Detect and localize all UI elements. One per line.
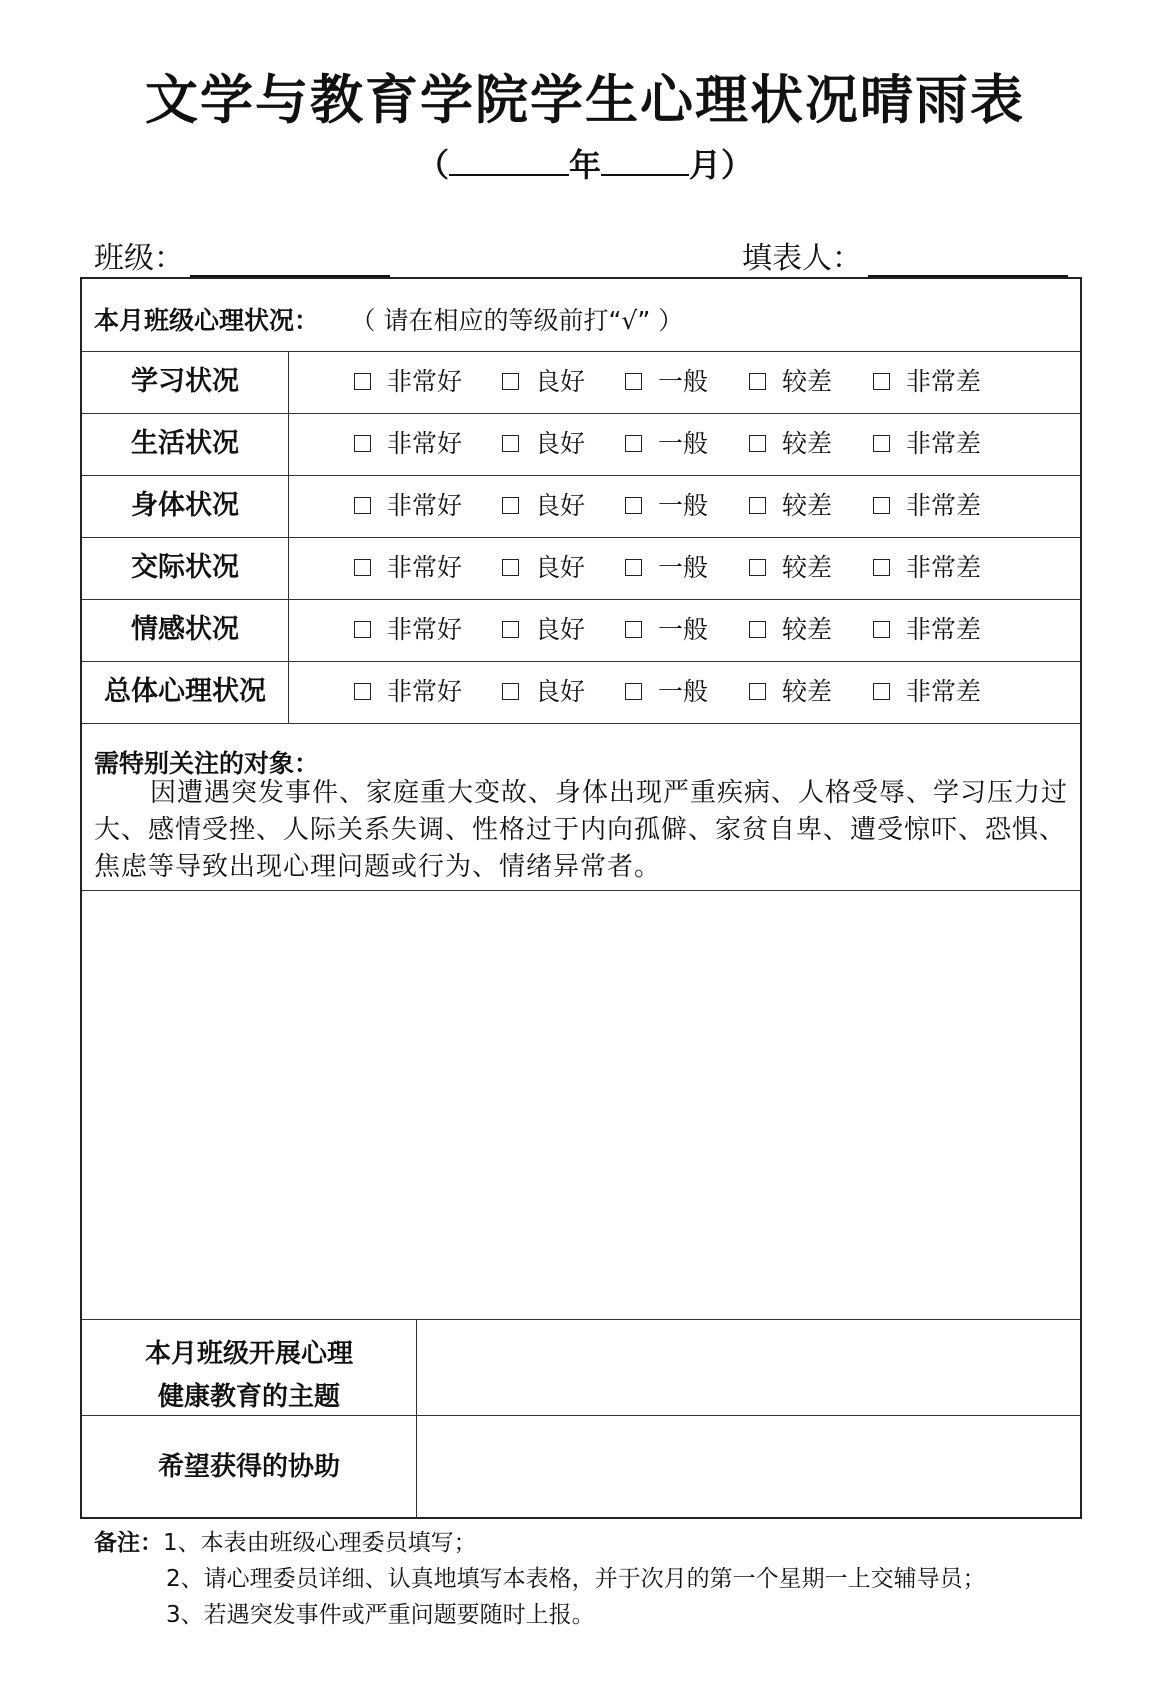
option-very-poor[interactable]: 非常差 (873, 537, 981, 599)
option-good[interactable]: 良好 (502, 599, 585, 661)
option-very-good[interactable]: 非常好 (354, 661, 462, 723)
option-good[interactable]: 良好 (502, 537, 585, 599)
status-row-study (82, 351, 1080, 413)
checkbox-icon[interactable] (873, 559, 890, 576)
instruction (94, 301, 683, 337)
option-very-poor[interactable]: 非常差 (873, 661, 981, 723)
instruction-label: 本月班级心理状况： (94, 306, 320, 335)
checkbox-icon[interactable] (502, 683, 519, 700)
option-very-good[interactable]: 非常好 (354, 537, 462, 599)
option-very-poor[interactable]: 非常差 (873, 351, 981, 413)
date-open-paren: （ (416, 146, 449, 184)
checkbox-icon[interactable] (354, 435, 371, 452)
row-label: 身体状况 (131, 490, 239, 521)
option-poor[interactable]: 较差 (749, 599, 832, 661)
checkbox-icon[interactable] (502, 621, 519, 638)
status-row-life (82, 413, 1080, 475)
checkbox-icon[interactable] (502, 435, 519, 452)
checkbox-icon[interactable] (873, 435, 890, 452)
option-very-good[interactable]: 非常好 (354, 475, 462, 537)
theme-label (82, 1333, 416, 1419)
checkbox-icon[interactable] (749, 497, 766, 514)
checkbox-icon[interactable] (625, 559, 642, 576)
checkbox-icon[interactable] (354, 621, 371, 638)
row-label: 情感状况 (131, 614, 239, 645)
option-average[interactable]: 一般 (625, 599, 708, 661)
checkbox-icon[interactable] (749, 683, 766, 700)
checkbox-icon[interactable] (354, 497, 371, 514)
row-label: 学习状况 (131, 366, 239, 397)
row-label: 总体心理状况 (104, 676, 266, 707)
option-very-good[interactable]: 非常好 (354, 413, 462, 475)
attention-description: 因遭遇突发事件、家庭重大变故、身体出现严重疾病、人格受辱、学习压力过大、感情受挫、人际关系失调、性格过于内向孤僻、家贫自卑、遭受惊吓、恐惧、焦虑等导致出现心理问题或行为、情绪异常者。 (94, 778, 1069, 882)
option-very-poor[interactable]: 非常差 (873, 413, 981, 475)
checkbox-icon[interactable] (625, 497, 642, 514)
checkbox-icon[interactable] (625, 683, 642, 700)
checkbox-icon[interactable] (354, 683, 371, 700)
checkbox-icon[interactable] (873, 683, 890, 700)
option-poor[interactable]: 较差 (749, 475, 832, 537)
option-poor[interactable]: 较差 (749, 537, 832, 599)
option-very-poor[interactable]: 非常差 (873, 599, 981, 661)
option-good[interactable]: 良好 (502, 351, 585, 413)
checkbox-icon[interactable] (502, 559, 519, 576)
checkbox-icon[interactable] (502, 497, 519, 514)
checkbox-icon[interactable] (749, 373, 766, 390)
theme-label-line1: 本月班级开展心理 (144, 1339, 353, 1369)
option-poor[interactable]: 较差 (749, 413, 832, 475)
checkbox-icon[interactable] (873, 497, 890, 514)
option-average[interactable]: 一般 (625, 475, 708, 537)
instruction-hint: （ 请在相应的等级前打“√” ） (363, 306, 684, 335)
note-item: 2、请心理委员详细、认真地填写本表格，并于次月的第一个星期一上交辅导员； (166, 1566, 986, 1592)
status-row-body (82, 475, 1080, 537)
option-average[interactable]: 一般 (625, 351, 708, 413)
option-good[interactable]: 良好 (502, 475, 585, 537)
row-label: 交际状况 (131, 552, 239, 583)
checkbox-icon[interactable] (354, 559, 371, 576)
divider (82, 723, 1080, 724)
class-field (94, 233, 390, 277)
filler-field (742, 233, 1068, 277)
option-poor[interactable]: 较差 (749, 661, 832, 723)
checkbox-icon[interactable] (749, 559, 766, 576)
option-average[interactable]: 一般 (625, 537, 708, 599)
checkbox-icon[interactable] (354, 373, 371, 390)
class-blank[interactable] (190, 243, 390, 277)
notes (94, 1525, 986, 1633)
attention-write-area[interactable] (82, 891, 1080, 1318)
option-good[interactable]: 良好 (502, 413, 585, 475)
option-good[interactable]: 良好 (502, 661, 585, 723)
survey-table (80, 277, 1082, 1519)
checkbox-icon[interactable] (749, 621, 766, 638)
class-label: 班级： (94, 241, 184, 276)
status-row-emotion (82, 599, 1080, 661)
checkbox-icon[interactable] (625, 435, 642, 452)
status-row-social (82, 537, 1080, 599)
help-label: 希望获得的协助 (157, 1452, 340, 1482)
checkbox-icon[interactable] (873, 621, 890, 638)
help-input-area[interactable] (418, 1416, 1082, 1518)
filler-blank[interactable] (868, 243, 1068, 277)
option-average[interactable]: 一般 (625, 413, 708, 475)
note-item: 1、本表由班级心理委员填写； (163, 1530, 477, 1556)
form-title: 文学与教育学院学生心理状况晴雨表 (145, 70, 1025, 131)
option-average[interactable]: 一般 (625, 661, 708, 723)
option-poor[interactable]: 较差 (749, 351, 832, 413)
year-label: 年 (568, 146, 601, 184)
year-blank[interactable] (449, 148, 569, 176)
option-very-good[interactable]: 非常好 (354, 351, 462, 413)
checkbox-icon[interactable] (625, 621, 642, 638)
option-very-good[interactable]: 非常好 (354, 599, 462, 661)
notes-head: 备注： (94, 1530, 163, 1556)
theme-input-area[interactable] (418, 1320, 1082, 1414)
checkbox-icon[interactable] (625, 373, 642, 390)
theme-label-line2: 健康教育的主题 (157, 1382, 340, 1412)
month-blank[interactable] (601, 148, 689, 176)
attention-heading: 需特别关注的对象： (94, 749, 320, 778)
status-row-overall (82, 661, 1080, 723)
filler-label: 填表人： (742, 241, 862, 276)
checkbox-icon[interactable] (749, 435, 766, 452)
note-item: 3、若遇突发事件或严重问题要随时上报。 (166, 1602, 595, 1628)
column-divider (416, 1319, 417, 1519)
row-label: 生活状况 (131, 428, 239, 459)
month-label: 月） (689, 146, 754, 184)
date-line (0, 140, 1170, 186)
checkbox-icon[interactable] (502, 373, 519, 390)
checkbox-icon[interactable] (873, 373, 890, 390)
option-very-poor[interactable]: 非常差 (873, 475, 981, 537)
